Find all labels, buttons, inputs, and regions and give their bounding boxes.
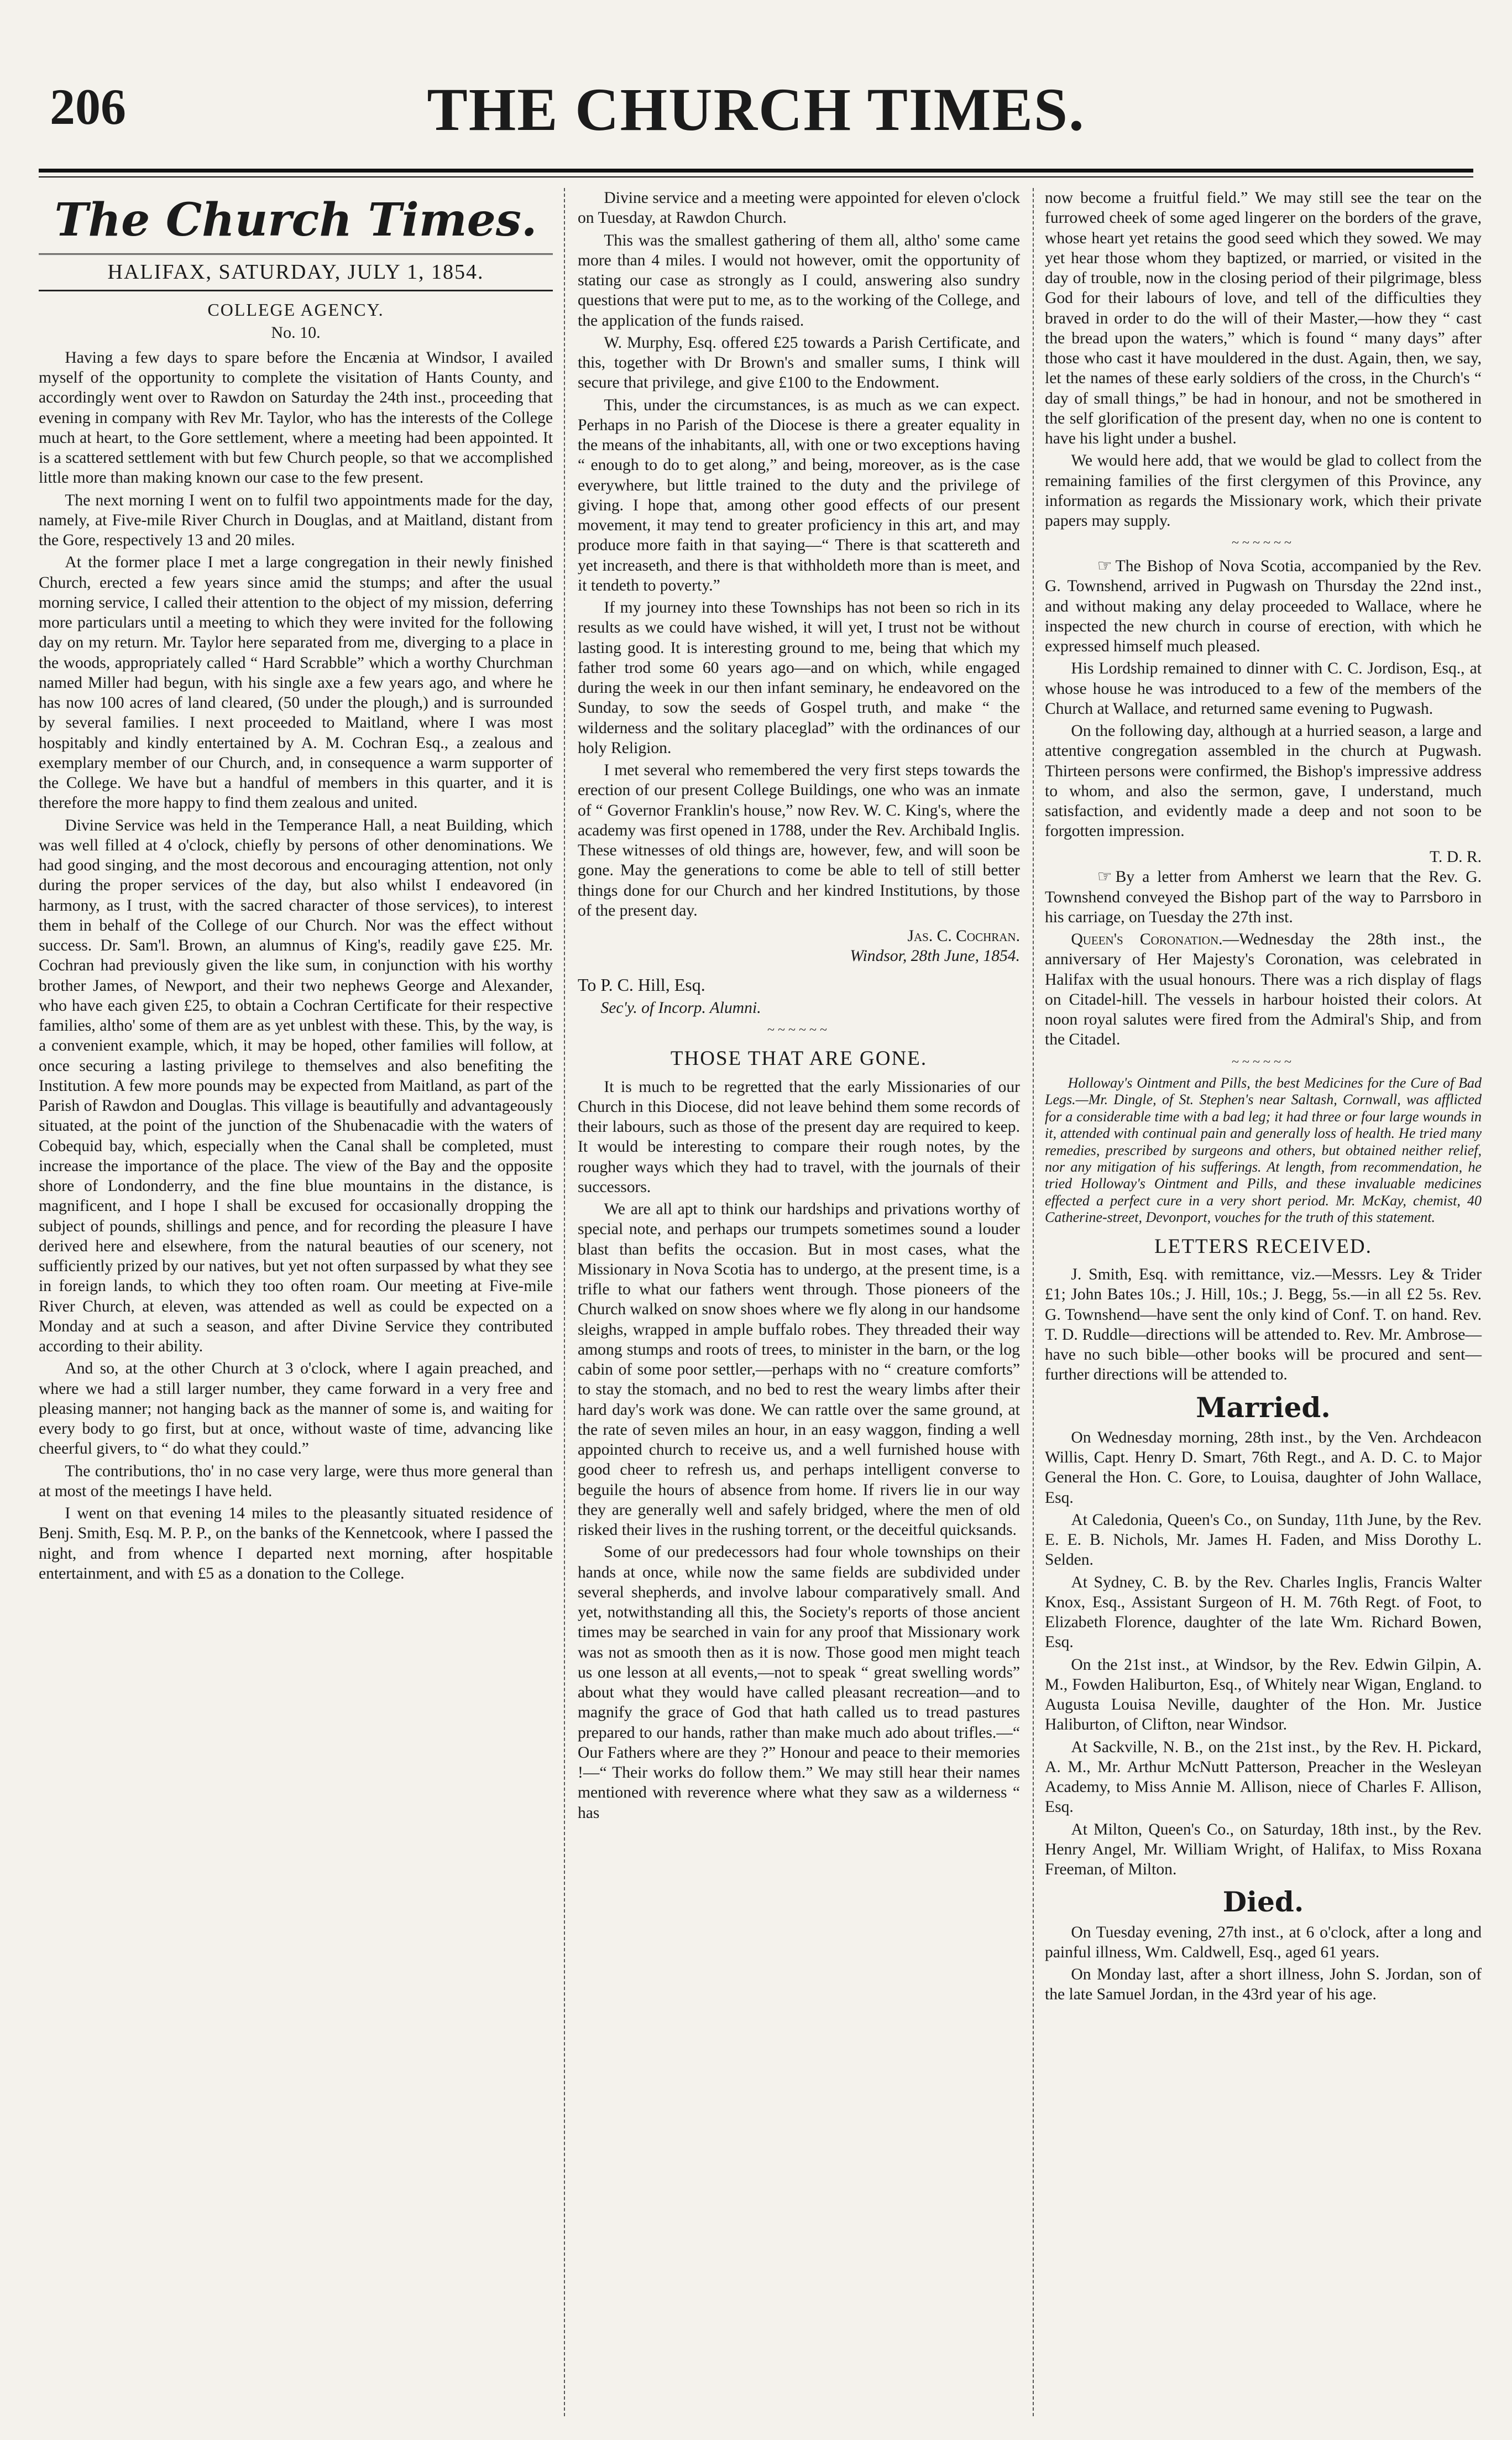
paragraph: W. Murphy, Esq. offered £25 towards a Parish Certificate, and this, together with Dr Brown's and smaller sums, I think will secure that privilege, and give £100 to the Endowment. [578,333,1020,392]
article-heading: COLLEGE AGENCY. [207,299,384,320]
signature: Jas. C. Cochran. [907,927,1020,945]
paragraph: This was the smallest gathering of them all, altho' some came more than 4 miles. I would not however, omit the opportunity of stating our case as strongly as I could, answering also sundry questions that were put to me, as to the working of the College, and the application of the funds raised. [578,231,1020,330]
paragraph: On the following day, although at a hurried season, a large and attentive congregation assembled in the church at Pugwash. Thirteen persons were confirmed, the Bishop's impressive address to whom, and also the sermon, gave, I understand, much satisfaction, and evidently made a deep and not soon to be forgotten impression. [1045,722,1482,840]
paragraph: We would here add, that we would be glad to collect from the remaining families of the first clergymen of this Province, any information as regards the Missionary work, which their private papers may supply. [1045,452,1482,530]
pointing-hand-icon: ☞ [1097,867,1112,886]
marriage-notice: On the 21st inst., at Windsor, by the Rev. Edwin Gilpin, A. M., Fowden Haliburton, Esq., of Whitely near Wigan, England. to Augusta Louisa Neville, daughter of the Hon. Mr. Justice Haliburton, of Clifton, near Windsor. [1045,1655,1482,1734]
notice-label: Queen's Coronation. [1071,931,1223,949]
newspaper-page [33,22,1482,2416]
paragraph: At the former place I met a large congregation in their newly finished Church, erected a few years since amid the stumps; and after the usual morning service, I called their attention to the object of my mission, deferring more particulars until a meeting to which they were invited for the following day on my return. Mr. Taylor here separated from me, diverging to a place in the woods, appropriately called “ Hard Scrabble” which a worthy Churchman named Miller had begun, with his single axe a few years ago, and where he has now 100 acres of land cleared, (50 under the plough,) and is surrounded by several families. I next proceeded to Maitland, where I was most hospitably and kindly entertained by A. M. Cochran Esq., a zealous and exemplary member of our Church, and, in consequence a warm supporter of the College. We have but a handful of members in this quarter, and it is therefore the more happy to find them zealous and united. [39,553,553,812]
marriage-notice: At Sydney, C. B. by the Rev. Charles Inglis, Francis Walter Knox, Esq., Assistant Surgeon of H. M. 76th Regt. of Foot, to Elizabeth Florence, daughter of the late Wm. Richard Bowen, Esq. [1045,1573,1482,1652]
paragraph: Having a few days to spare before the Encænia at Windsor, I availed myself of the opportunity to complete the visitation of Hants County, and accordingly went over to Rawdon on Saturday the 24th inst., proceeding that evening in company with Rev Mr. Taylor, who has the interests of the College much at heart, to the Gore settlement, where a meeting had been appointed. It is a scattered settlement with but few Church people, so that we accomplished little more than making known our case to the few present. [39,348,553,487]
marriage-notice: At Sackville, N. B., on the 21st inst., by the Rev. H. Pickard, A. M., Mr. Arthur McNutt Patterson, Preacher in the Wesleyan Academy, to Miss Annie M. Allison, niece of Charles F. Allison, Esq. [1045,1738,1482,1816]
addressee: To P. C. Hill, Esq. [578,974,705,995]
death-notice: On Monday last, after a short illness, John S. Jordan, son of the late Samuel Jordan, in the 43rd year of his age. [1045,1966,1482,2004]
paragraph: Some of our predecessors had four whole townships on their hands at once, while now the same fields are subdivided under several shepherds, and involve labour comparatively small. And yet, notwithstanding all this, the Society's reports of those ancient times may be searched in vain for any proof that Missionary work was not as smooth then as it is now. Those good men might teach us one lesson at all events,—not to speak “ great swelling words” about what they would have called pleasant recreation—and to magnify the grace of God that hath called us to tread pastures prepared to our hands, rather than make much ado about trifles.—“ Our Fathers where are they ?” Honour and peace to their memories !—“ Their works do follow them.” We may still hear their names mentioned with reverence where what they saw as a wilderness “ has [578,1543,1020,1822]
notice [1045,929,1482,1050]
death-notice: On Tuesday evening, 27th inst., at 6 o'clock, after a long and painful illness, Wm. Caldwell, Esq., aged 61 years. [1045,1923,1482,1961]
addressee-title: Sec'y. of Incorp. Alumni. [600,999,761,1017]
paragraph: If my journey into these Townships has not been so rich in its results as we could have wished, it will yet, I trust not be without lasting good. It is interesting ground to me, being that which my father trod some 60 years ago—and on which, while engaged during the week in our then infant seminary, he endeavored on the Sunday, to sow the seeds of Gospel truth, and make “ the wilderness and the solitary placeglad” with the ordinances of our holy Religion. [578,599,1020,757]
notice-text: —Wednesday the 28th inst., the anniversary of Her Majesty's Coronation, was celebrated in Halifax with the usual honours. There was a rich display of flags on Citadel-hill. The vessels in harbour hoisted their colors. At noon royal salutes were fired from the Admiral's Ship, and from the Citadel. [1045,931,1482,1049]
wavy-separator: ~~~~~~ [1232,1054,1295,1069]
marriage-notice: At Milton, Queen's Co., on Saturday, 18th inst., by the Rev. Henry Angel, Mr. William Wright, of Halifax, to Miss Roxana Freeman, of Milton. [1045,1820,1482,1878]
article-number: No. 10. [271,323,321,342]
notice-text: The Bishop of Nova Scotia, accompanied by the Rev. G. Townshend, arrived in Pugwash on Thursday the 22nd inst., and without making any delay proceeded to Wallace, where he inspected the new church in course of erection, with which he expressed himself much pleased. [1045,557,1482,656]
letters-heading: LETTERS RECEIVED. [1154,1235,1372,1258]
paragraph: I met several who remembered the very first steps towards the erection of our present College Buildings, one who was an inmate of “ Governor Franklin's house,” now Rev. W. C. King's, where the academy was first opened in 1788, under the Rev. Archibald Inglis. These witnesses of old things are, however, few, and will soon be gone. May the generations to come be able to tell of still better things done for our Church and her kindred Institutions, by those of the present day. [578,761,1020,919]
paragraph: This, under the circumstances, is as much as we can expect. Perhaps in no Parish of the Diocese is there a greater equality in the means of the inhabitants, all, with one or two exceptions having “ enough to do to get along,” and being, moreover, as is the case everywhere, but little trained to the duty and the privilege of giving. I hope that, among other good effects of our present movement, it may tend to greater proficiency in this art, and may produce more faith in that saying—“ There is that scattereth and yet increaseth, and there is that withholdeth more than is meet, and it tendeth to poverty.” [578,396,1020,594]
paragraph: J. Smith, Esq. with remittance, viz.—Messrs. Ley & Trider £1; John Bates 10s.; J. Hill, 10s.; J. Begg, 5s.—in all £2 5s. Rev. G. Townshend—have sent the only kind of Conf. T. on hand. Rev. T. D. Ruddle—directions will be attended to. Rev. Mr. Ambrose—have no such bible—other books will be procured and sent—further directions will be attended to. [1045,1266,1482,1384]
marriage-notice: On Wednesday morning, 28th inst., by the Ven. Archdeacon Willis, Capt. Henry D. Smart, 76th Regt., and A. D. C. to Major General the Hon. C. Gore, to Louisa, daughter of John Wallace, Esq. [1045,1428,1482,1507]
paragraph: now become a fruitful field.” We may still see the tear on the furrowed cheek of some aged lingerer on the borders of the grave, whose heart yet retains the good seed which they sowed. We may yet hear those whom they baptized, or married, or visited in the day of trouble, now in the closing period of their pilgrimage, bless God for their labours of love, and tell of the difficulties they braved in order to do the will of their Master,—how they “ cast the bread upon the waters,” which is found “ many days” after those who cast it have mouldered in the dust. Again, then, we say, let the names of these early soldiers of the cross, in the Church's “ day of small things,” be had in honour, and not be smothered in the self glorification of the present day, when no one is content to have his light under a bushel. [1045,189,1482,447]
notice [1045,867,1482,927]
paragraph: It is much to be regretted that the early Missionaries of our Church in this Diocese, did not leave behind them some records of their labours, such as those of the present day are required to keep. It would be interesting to compare their rough notes, by the rougher ways which they had to travel, with the journals of their successors. [578,1078,1020,1196]
page-header [33,22,1479,160]
paragraph: We are all apt to think our hardships and privations worthy of special note, and perhaps our trumpets sometimes sound a louder blast than befits the occasion. But in most cases, what the Missionary in Nova Scotia has to undergo, at the present time, is a trifle to what our fathers went through. Those pioneers of the Church walked on snow shoes where we fly along in our handsome sleighs, wrapped in ample buffalo robes. They threaded their way among stumps and roots of trees, to minister in the barn, or the log cabin of some poor settler,—perhaps with no “ creature comforts” to stay the stomach, and no bed to rest the weary limbs after their hard day's work was done. We can rattle over the same ground, at the rate of seven miles an hour, in an easy waggon, finding a well appointed church to receive us, and a well furnished house with good cheer to refresh us, and perhaps intelligent converse to beguile the hours of absence from home. If rivers lie in our way they are generally well and safely bridged, where the men of old risked their lives in the rushing torrent, or the deceitful quicksands. [578,1200,1020,1539]
masthead: THE CHURCH TIMES. [427,76,1085,143]
page-number: 206 [50,79,126,135]
paper-title: The Church Times. [54,194,537,247]
paragraph: His Lordship remained to dinner with C. C. Jordison, Esq., at whose house he was introduced to a few of the members of the Church at Wallace, and returned same evening to Pugwash. [1045,660,1482,718]
paragraph: The next morning I went on to fulfil two appointments made for the day, namely, at Five-mile River Church in Douglas, and at Maitland, distant from the Gore, respectively 13 and 20 miles. [39,491,553,550]
article-heading: THOSE THAT ARE GONE. [670,1047,928,1070]
married-heading: Married. [1196,1391,1331,1424]
paragraph: Divine service and a meeting were appointed for eleven o'clock on Tuesday, at Rawdon Church. [578,189,1020,227]
marriage-notice: At Caledonia, Queen's Co., on Sunday, 11th June, by the Rev. E. E. B. Nichols, Mr. James H. Faden, and Miss Dorothy L. Selden. [1045,1511,1482,1569]
initials: T. D. R. [1430,848,1482,866]
column-three [1045,188,1482,2416]
advertisement: Holloway's Ointment and Pills, the best Medicines for the Cure of Bad Legs.—Mr. Dingle, of St. Stephen's near Saltash, Cornwall, was afflicted for a considerable time with a bad leg; it had three or four large wounds in it, attended with continual pain and generally loss of health. He tried many remedies, prescribed by surgeons and others, but obtained neither relief, nor any mitigation of his sufferings. At length, from recommendation, he tried Holloway's Ointment and Pills, and these invaluable medicines effected a perfect cure in a very short period. Mr. McKay, chemist, 40 Catherine-street, Devonport, vouches for the truth of this statement. [1045,1075,1482,1226]
column-divider [1033,188,1034,2416]
signature-date: Windsor, 28th June, 1854. [850,947,1020,965]
dateline: HALIFAX, SATURDAY, JULY 1, 1854. [39,253,553,291]
paragraph: Divine Service was held in the Temperance Hall, a neat Building, which was well filled at 4 o'clock, chiefly by persons of other denominations. We had good singing, and the most decorous and encouraging attention, not only during the proper services of the day, but also whilst I endeavored (in harmony, as I trust, with the sacred character of those services), to interest them in behalf of the College of our Church. Nor was the effect without success. Dr. Sam'l. Brown, an alumnus of King's, readily gave £25. Mr. Cochran had previously given the like sum, in conjunction with his worthy brother James, of Newport, and their two nephews George and Alexander, who have each given £25, to obtain a Cochran Certificate for their respective families, altho' some of them are as yet unblest with these. This, by the way, is a convenient example, which, it may be hoped, other families will follow, at once securing a lasting privilege to themselves and also benefiting the Institution. A few more pounds may be expected from Maitland, as part of the Parish of Rawdon and Douglas. This village is beautifully and advantageously situated, at the point of the junction of the Shubenacadie with the waters of Cobequid bay, which, especially when the Canal shall be completed, must increase the importance of the place. The view of the Bay and the opposite shore of Londonderry, and the fine blue mountains in the distance, is magnificent, and I hope I shall be excused for occasionally dropping the subject of pounds, shillings and pence, and for recording the pleasure I have derived here and elsewhere, from the natural beauties of our scenery, not sufficiently prized by our natives, but yet not often surpassed by what they see in foreign lands, to which they too often roam. Our meeting at Five-mile River Church, at eleven, was attended as well as could be expected on a Monday and at such a season, and after Divine Service they contributed according to their ability. [39,816,553,1356]
column-divider [564,188,565,2416]
paragraph: The contributions, tho' in no case very large, were thus more general than at most of the meetings I have held. [39,1462,553,1500]
notice [1045,556,1482,657]
pointing-hand-icon: ☞ [1097,556,1112,575]
wavy-separator: ~~~~~~ [1232,536,1295,551]
header-rule [39,169,1473,173]
notice-text: By a letter from Amherst we learn that the Rev. G. Townshend conveyed the Bishop part of the way to Parrsboro in his carriage, on Tuesday the 27th inst. [1045,868,1482,926]
header-rule-thin [39,176,1473,177]
wavy-separator: ~~~~~~ [767,1022,830,1037]
paragraph: And so, at the other Church at 3 o'clock, where I again preached, and where we had a still larger number, they came forward in a very free and pleasing manner; not hanging back as the manner of some is, and waiting for every body to go first, but at once, without waste of time, advancing like cheerful givers, to “ do what they could.” [39,1360,553,1458]
paragraph: I went on that evening 14 miles to the pleasantly situated residence of Benj. Smith, Esq. M. P. P., on the banks of the Kennetcook, where I passed the night, and from whence I departed next morning, after hospitable entertainment, and with £5 as a donation to the College. [39,1504,553,1582]
column-one [39,188,553,2416]
column-two [578,188,1020,2416]
died-heading: Died. [1222,1885,1304,1919]
